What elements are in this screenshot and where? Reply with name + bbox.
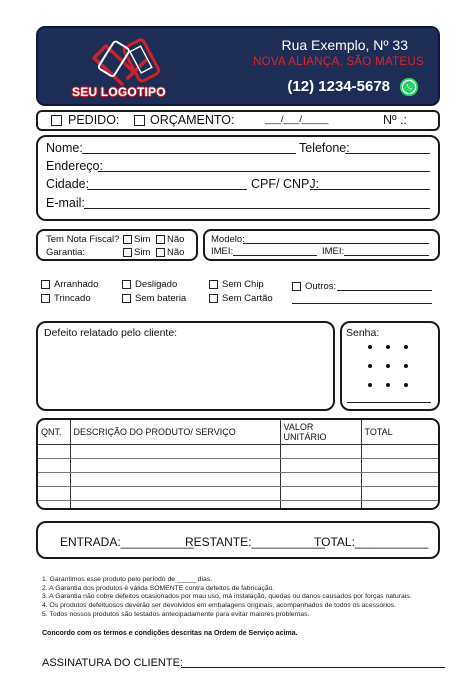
sem-cartao-checkbox[interactable] [209,294,218,303]
term-item: 1. Garantimos esse produto pelo período de _____ dias. [42,576,213,583]
email-field[interactable] [84,208,430,209]
outros-checkbox[interactable] [292,282,301,291]
orcamento-checkbox[interactable] [134,115,145,126]
table-row[interactable] [38,473,438,487]
signature-label: ASSINATURA DO CLIENTE: [42,657,183,669]
sem-bateria-checkbox[interactable] [122,294,131,303]
term-item: 5. Todos nossos produtos são testados antecipadamente para evitar maiores problemas. [42,610,310,618]
sem-chip-label: Sem Chip [222,279,264,290]
trincado-checkbox[interactable] [41,294,50,303]
imei1-label: IMEI: [211,246,234,257]
outros-field-2[interactable] [292,303,432,304]
phone-label: Telefone: [299,141,350,155]
terms-list [42,576,412,620]
store-address: Rua Exemplo, Nº 33 [281,37,408,53]
imei2-label: IMEI: [322,246,345,257]
trincado-label: Trincado [54,293,91,304]
address-label: Endereço: [46,159,103,173]
order-number-label: Nº .: [383,113,408,127]
signature-field[interactable] [181,667,445,668]
garantia-label: Garantia: [46,247,86,258]
whatsapp-icon [398,76,420,98]
col-total: TOTAL [361,420,438,445]
logo-text: SEU LOGOTIPO [72,85,166,99]
nota-nao-label: Não [167,234,185,245]
garantia-sim-label: Sim [134,247,151,258]
table-header-row [38,420,438,445]
password-field[interactable] [347,402,431,403]
outros-label: Outros: [305,281,337,292]
pattern-dot[interactable] [368,345,372,349]
store-city: NOVA ALIANÇA, SÃO MATEUS [252,56,424,68]
nota-nao-checkbox[interactable] [156,235,165,244]
pattern-dot[interactable] [386,383,390,387]
cpf-field[interactable] [310,189,430,190]
col-unit-value: VALOR UNITÁRIO [280,420,361,445]
pattern-lock-grid[interactable] [368,345,418,389]
arranhado-label: Arranhado [54,279,99,290]
total-field[interactable]: TOTAL:___________ [314,535,429,549]
pattern-dot[interactable] [386,364,390,368]
email-label: E-mail: [46,196,85,210]
orcamento-label: ORÇAMENTO: [150,113,235,127]
products-table [36,418,440,510]
cpf-label: CPF/ CNPJ: [251,177,320,191]
table-row[interactable] [38,459,438,473]
sem-chip-checkbox[interactable] [209,280,218,289]
name-label: Nome: [46,141,83,155]
garantia-nao-label: Não [167,247,185,258]
modelo-label: Modelo: [211,234,245,245]
col-description: DESCRIÇÃO DO PRODUTO/ SERVIÇO [70,420,280,445]
nota-sim-label: Sim [134,234,151,245]
header-banner [36,26,440,106]
table-row[interactable] [38,501,438,511]
imei2-field[interactable] [344,255,429,256]
restante-field[interactable]: RESTANTE:___________ [185,535,325,549]
password-label: Senha: [346,327,380,339]
term-item: 4. Os produtos defeituosos deverão ser devolvidos em embalagens originais, acompanhados de todos os acessórios. [42,602,397,610]
sem-bateria-label: Sem bateria [135,293,187,304]
arranhado-checkbox[interactable] [41,280,50,289]
pedido-label: PEDIDO: [68,113,120,127]
defect-label: Defeito relatado pelo cliente: [44,327,178,339]
city-field[interactable] [87,189,247,190]
modelo-field[interactable] [243,243,429,244]
nota-fiscal-label: Tem Nota Fiscal? [46,234,120,245]
agreement-text: Concordo com os termos e condições descritas na Ordem de Serviço acima. [42,630,298,637]
imei1-field[interactable] [233,255,317,256]
garantia-nao-checkbox[interactable] [156,248,165,257]
table-row[interactable] [38,487,438,501]
desligado-label: Desligado [135,279,178,290]
name-field[interactable] [82,153,296,154]
table-row[interactable] [38,445,438,459]
col-qnt: QNT. [38,420,70,445]
pattern-dot[interactable] [404,364,408,368]
pattern-dot[interactable] [404,345,408,349]
address-field[interactable] [98,171,430,172]
nota-sim-checkbox[interactable] [123,235,132,244]
pattern-dot[interactable] [368,364,372,368]
pedido-checkbox[interactable] [51,115,62,126]
pattern-dot[interactable] [368,383,372,387]
pattern-dot[interactable] [386,345,390,349]
term-item: 3. A Garantia não cobre defeitos ocasionados por mau uso, má instalação, quedas ou danos causados por forças naturais. [42,593,412,601]
outros-field-1[interactable] [337,290,432,291]
pattern-dot[interactable] [404,383,408,387]
desligado-checkbox[interactable] [122,280,131,289]
term-item: 2. A Garantia dos produtos é válida SOMENTE contra defeitos de fabricação. [42,584,275,592]
entrada-field[interactable]: ENTRADA:___________ [60,535,195,549]
city-label: Cidade: [46,177,90,191]
garantia-sim-checkbox[interactable] [123,248,132,257]
store-phone: (12) 1234-5678 [287,78,390,95]
sem-cartao-label: Sem Cartão [222,293,273,304]
date-field[interactable]: ___/___/_____ [265,114,329,125]
phone-field[interactable] [345,153,430,154]
